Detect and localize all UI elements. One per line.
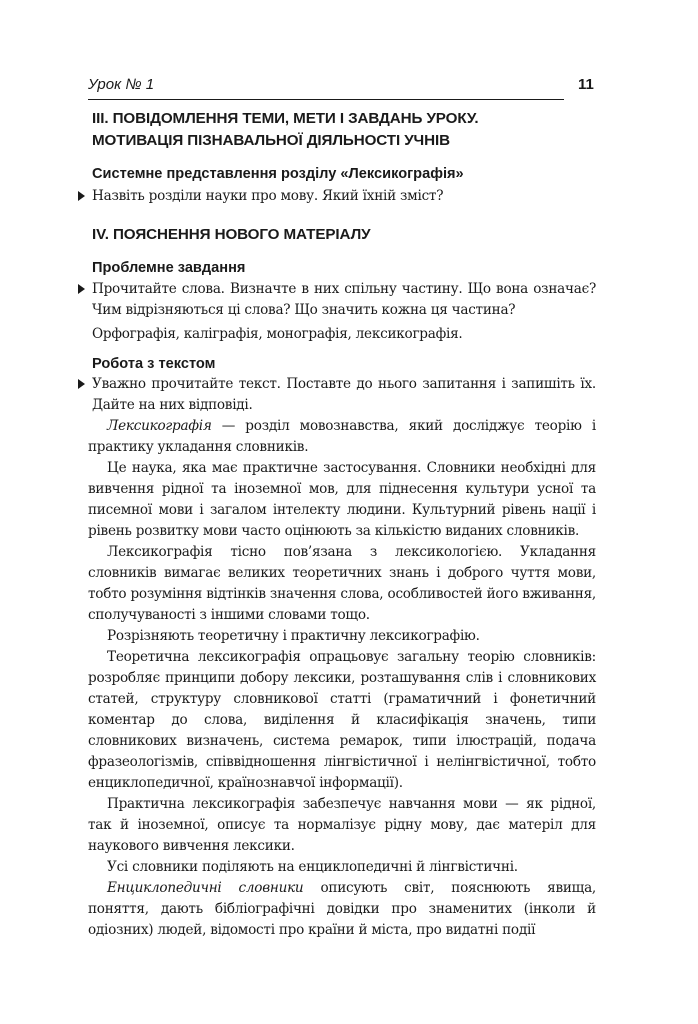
text-work-heading: Робота з текстом bbox=[92, 356, 216, 372]
text-paragraph-7: Усі словники поділяють на енциклопедичні й лінгвістичні. bbox=[107, 859, 518, 875]
section-3-title-line1: III. ПОВІДОМЛЕННЯ ТЕМИ, МЕТИ І ЗАВДАНЬ УРОКУ. bbox=[92, 110, 479, 127]
text-paragraph-6: Практична лексикографія забезпечує навчання мови — як рідної, так й іноземної, описує та нормалізує рідну мову, дає матеріл для наукового вивчення лексики. bbox=[88, 796, 596, 854]
bullet-arrow-icon bbox=[78, 284, 85, 294]
text-paragraph-3: Лексикографія тісно пов’язана з лексикологією. Укладання словників вимагає великих теоретичних знань і доброго чуття мови, тобто розуміння відтінків значення слова, особливостей його вживання, сполучуваності з іншими словами тощо. bbox=[88, 544, 596, 623]
page-content bbox=[88, 108, 596, 941]
running-header: Урок № 1 bbox=[88, 76, 155, 93]
text-paragraph-5: Теоретична лексикографія опрацьовує загальну теорію словників: розробляє принципи добору лексики, розташування слів і словникових статей, структуру словникової статті (граматичний і фонетичний коментар до слова, виділення й класифікація значень, типи словникових визначень, система ремарок, типи ілюстрацій, подача фразеологізмів, співвідношення лінгвістичної і нелінгвістичної, тобто енциклопедичної, країнознавчої інформації). bbox=[88, 649, 596, 791]
text-paragraph-1 bbox=[88, 416, 596, 458]
text-paragraph-4: Розрізняють теоретичну і практичну лексикографію. bbox=[107, 628, 480, 644]
text-paragraph-8-rest: описують світ, пояснюють явища, поняття, дають бібліографічні довідки про знаменитих (інколи й одіозних) людей, відомості про країни й міста, про видатні події bbox=[88, 880, 596, 938]
problem-words: Орфографія, каліграфія, монографія, лексикографія. bbox=[92, 326, 463, 342]
text-paragraph-1-rest: — розділ мовознавства, який досліджує теорію і практику укладання словників. bbox=[88, 418, 596, 455]
section-3-task-text: Назвіть розділи науки про мову. Який їхній зміст? bbox=[92, 188, 444, 204]
problem-task-heading: Проблемне завдання bbox=[92, 260, 246, 276]
bullet-arrow-icon bbox=[78, 191, 85, 201]
term-encyclopedic-dictionaries: Енциклопедичні словники bbox=[107, 880, 304, 896]
text-paragraph-8 bbox=[88, 878, 596, 941]
page-number: 11 bbox=[578, 76, 594, 93]
section-4-title: IV. ПОЯСНЕННЯ НОВОГО МАТЕРІАЛУ bbox=[92, 226, 371, 243]
header-rule bbox=[88, 99, 564, 100]
text-work-task bbox=[88, 374, 596, 416]
problem-task-text: Прочитайте слова. Визначте в них спільну частину. Що вона означає? Чим відрізняються ці слова? Що значить кожна ця частина? bbox=[92, 281, 596, 318]
bullet-arrow-icon bbox=[78, 379, 85, 389]
text-paragraph-2: Це наука, яка має практичне застосування. Словники необхідні для вивчення рідної та іноземної мов, для піднесення культури усної та писемної мови і загалом інтелекту людини. Культурний рівень нації і рівень розвитку мови часто оцінюють за кількістю виданих словників. bbox=[88, 460, 596, 539]
section-3-title-line2: МОТИВАЦІЯ ПІЗНАВАЛЬНОЇ ДІЯЛЬНОСТІ УЧНІВ bbox=[92, 132, 450, 149]
section-3-task bbox=[88, 186, 596, 207]
term-lexicography: Лексикографія bbox=[107, 418, 212, 434]
problem-task bbox=[88, 279, 596, 321]
section-3-subheading: Системне представлення розділу «Лексикографія» bbox=[92, 166, 464, 182]
text-work-task-text: Уважно прочитайте текст. Поставте до нього запитання і запишіть їх. Дайте на них відповіді. bbox=[92, 376, 596, 413]
